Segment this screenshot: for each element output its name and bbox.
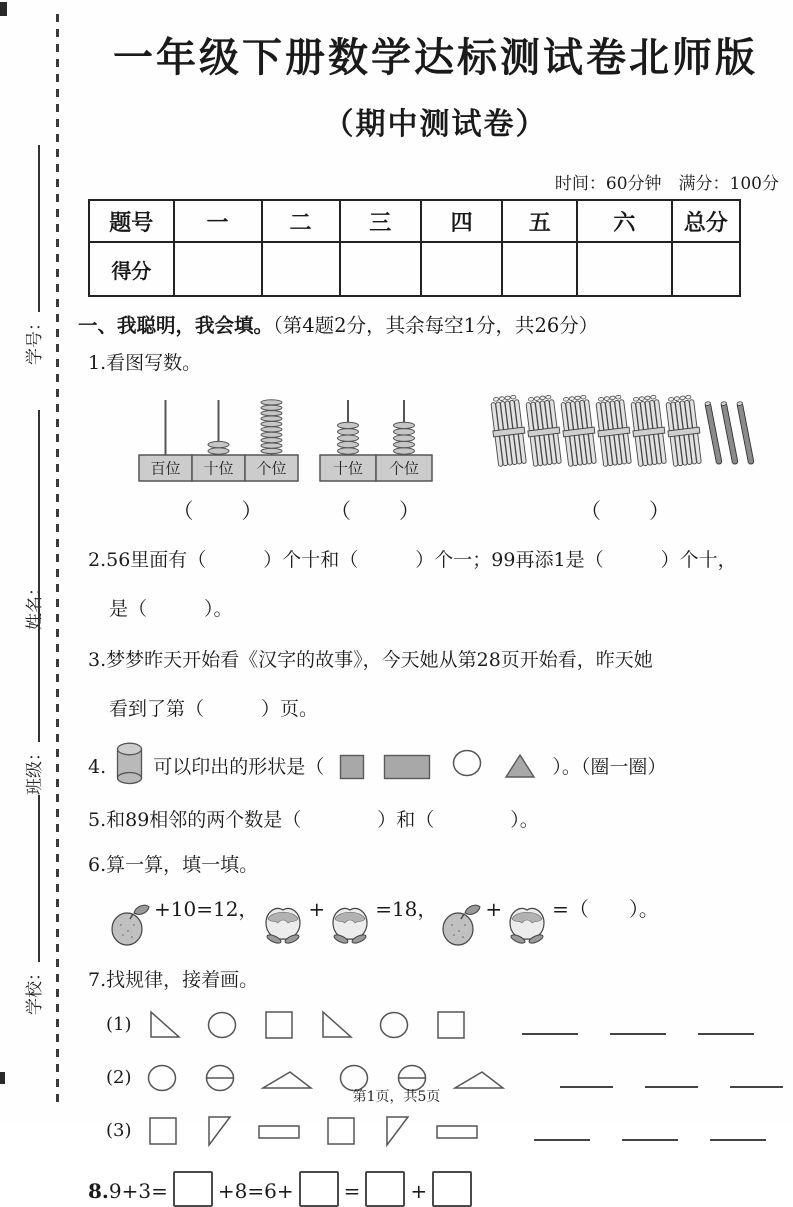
equation-text: =18， <box>375 897 438 921</box>
col-section-5: 五 <box>502 200 577 242</box>
pattern-row-number: (1) <box>106 1014 132 1035</box>
pattern-answer-blank <box>622 1121 678 1141</box>
answer-box <box>173 1171 213 1207</box>
pear-icon <box>109 901 151 947</box>
col-section-6: 六 <box>577 200 671 242</box>
pear-icon <box>440 901 482 947</box>
section-1-title: 一、我聪明，我会填。 <box>78 314 274 337</box>
section-1-note: （第4题2分，其余每空1分，共26分） <box>273 314 599 337</box>
answer-blank: （ ） <box>172 499 265 523</box>
peach-icon <box>261 903 305 945</box>
question-8 <box>88 1171 783 1207</box>
answer-box <box>365 1171 405 1207</box>
question-4-number: 4. <box>88 756 107 778</box>
score-cell <box>262 242 340 296</box>
square-icon <box>339 754 365 780</box>
svg-text:个位: 个位 <box>388 459 420 478</box>
section-1-heading <box>78 310 783 338</box>
paper-content <box>78 0 783 1207</box>
abacus-hundreds-figure <box>138 397 299 525</box>
tri-bl-icon <box>318 1008 354 1042</box>
tri-bl-icon <box>146 1008 182 1042</box>
question-4-text: 可以印出的形状是（ <box>153 756 325 778</box>
abacus-tens-figure <box>319 397 433 525</box>
question-6-text: 6.算一算，填一填。 <box>88 854 259 876</box>
rect-flat-icon <box>434 1114 480 1148</box>
question-4-shape-options <box>330 756 546 778</box>
pattern-answer-blank <box>522 1015 578 1035</box>
margin-field-school <box>15 795 45 1015</box>
equation-text: + <box>308 897 326 921</box>
name-blank-line <box>38 410 40 577</box>
answer-blank: （ ） <box>580 499 672 523</box>
cylinder-icon <box>116 741 143 785</box>
equation-text: 9+3= <box>108 1178 168 1203</box>
abacus-icon <box>138 397 299 483</box>
class-blank-line <box>38 575 40 742</box>
peach-icon <box>328 903 372 945</box>
paper-title: 一年级下册数学达标测试卷北师版 <box>113 34 758 81</box>
pattern-answer-blank <box>645 1068 698 1088</box>
question-3-line2-text: 看到了第（ ）页。 <box>109 698 319 720</box>
question-1-figures <box>138 387 783 525</box>
stick-bundles-icon <box>491 387 761 483</box>
time-score-info: 时间：60分钟 满分：100分 <box>554 174 779 194</box>
equation-text: + <box>410 1178 428 1203</box>
question-3-line2 <box>88 694 783 721</box>
tri-flag-icon <box>380 1113 412 1149</box>
square-icon <box>434 1008 468 1042</box>
score-cell <box>340 242 421 296</box>
student-id-label: 学号： <box>25 314 45 365</box>
score-cell <box>421 242 502 296</box>
pattern-row-number: (2) <box>106 1067 132 1088</box>
col-section-2: 二 <box>262 200 340 242</box>
school-label: 学校： <box>25 964 45 1015</box>
question-3-line1: 3.梦梦昨天开始看《汉字的故事》，今天她从第28页开始看，昨天她 <box>88 649 653 671</box>
pattern-answer-blank <box>610 1015 666 1035</box>
score-cell <box>502 242 577 296</box>
pattern-answer-blank <box>730 1068 783 1088</box>
score-table-score-row <box>89 242 740 296</box>
question-2-line2-text: 是（ ）。 <box>109 598 233 620</box>
col-section-4: 四 <box>421 200 502 242</box>
circle-icon <box>376 1008 412 1042</box>
equation-text: =（ ）。 <box>552 897 659 921</box>
abacus-icon <box>319 397 433 483</box>
paper-subtitle: （期中测试卷） <box>323 107 548 142</box>
question-8-equation <box>109 1179 477 1203</box>
equation-text: +8=6+ <box>217 1178 294 1203</box>
question-1-text: 1.看图写数。 <box>88 352 202 374</box>
pattern-answer-blank <box>534 1121 590 1141</box>
question-4-text-after: ）。（圈一圈） <box>552 756 667 778</box>
square-icon <box>146 1114 180 1148</box>
rectangle-icon <box>383 754 431 780</box>
col-section-1: 一 <box>174 200 262 242</box>
answer-box <box>432 1171 472 1207</box>
score-table <box>88 199 741 297</box>
triangle-icon <box>503 752 537 780</box>
score-cell <box>672 242 740 296</box>
score-table-header-row <box>89 200 740 242</box>
fold-dashed-line <box>56 14 59 1106</box>
pattern-row-number: (3) <box>106 1120 132 1141</box>
margin-field-student-id <box>15 145 45 365</box>
student-id-blank-line <box>38 145 40 312</box>
score-cell <box>174 242 262 296</box>
stick-bundles-figure <box>491 387 761 525</box>
col-total: 总分 <box>672 200 740 242</box>
name-label: 姓名： <box>25 579 45 630</box>
page-number-footer: 第1页，共5页 <box>352 1089 441 1105</box>
question-6-equation <box>106 893 783 947</box>
pattern-row <box>106 1111 783 1151</box>
svg-text:十位: 十位 <box>332 459 364 478</box>
peach-icon <box>505 903 549 945</box>
square-icon <box>262 1008 296 1042</box>
square-icon <box>324 1114 358 1148</box>
school-blank-line <box>38 795 40 962</box>
class-label: 班级： <box>25 744 45 795</box>
equation-text: +10=12， <box>154 897 259 921</box>
score-cell <box>577 242 671 296</box>
rect-flat-icon <box>256 1114 302 1148</box>
question-5-text: 5.和89相邻的两个数是（ ）和（ ）。 <box>88 809 539 831</box>
circle-icon <box>449 746 485 780</box>
pattern-answer-blank <box>698 1015 754 1035</box>
question-8-number: 8. <box>88 1178 109 1203</box>
svg-text:十位: 十位 <box>203 459 234 478</box>
svg-text:个位: 个位 <box>256 459 287 478</box>
margin-field-class <box>15 575 45 795</box>
equation-text: = <box>343 1178 361 1203</box>
question-7-text: 7.找规律，接着画。 <box>88 968 259 991</box>
svg-text:百位: 百位 <box>150 459 181 478</box>
question-4 <box>88 741 783 785</box>
question-2-line2 <box>88 594 783 621</box>
score-row-label: 得分 <box>89 242 174 296</box>
answer-box <box>299 1171 339 1207</box>
scan-artifact <box>0 2 7 16</box>
pattern-row <box>106 1005 783 1045</box>
col-section-3: 三 <box>340 200 421 242</box>
pattern-answer-blank <box>710 1121 766 1141</box>
question-7-pattern-rows <box>88 1005 783 1151</box>
scan-artifact <box>0 1072 5 1084</box>
answer-blank: （ ） <box>330 499 422 523</box>
col-question-number: 题号 <box>89 200 174 242</box>
tri-flag-icon <box>202 1113 234 1149</box>
question-2-line1: 2.56里面有（ ）个十和（ ）个一；99再添1是（ ）个十， <box>88 549 737 571</box>
circle-icon <box>204 1008 240 1042</box>
equation-text: + <box>485 897 503 921</box>
pattern-answer-blank <box>560 1068 613 1088</box>
